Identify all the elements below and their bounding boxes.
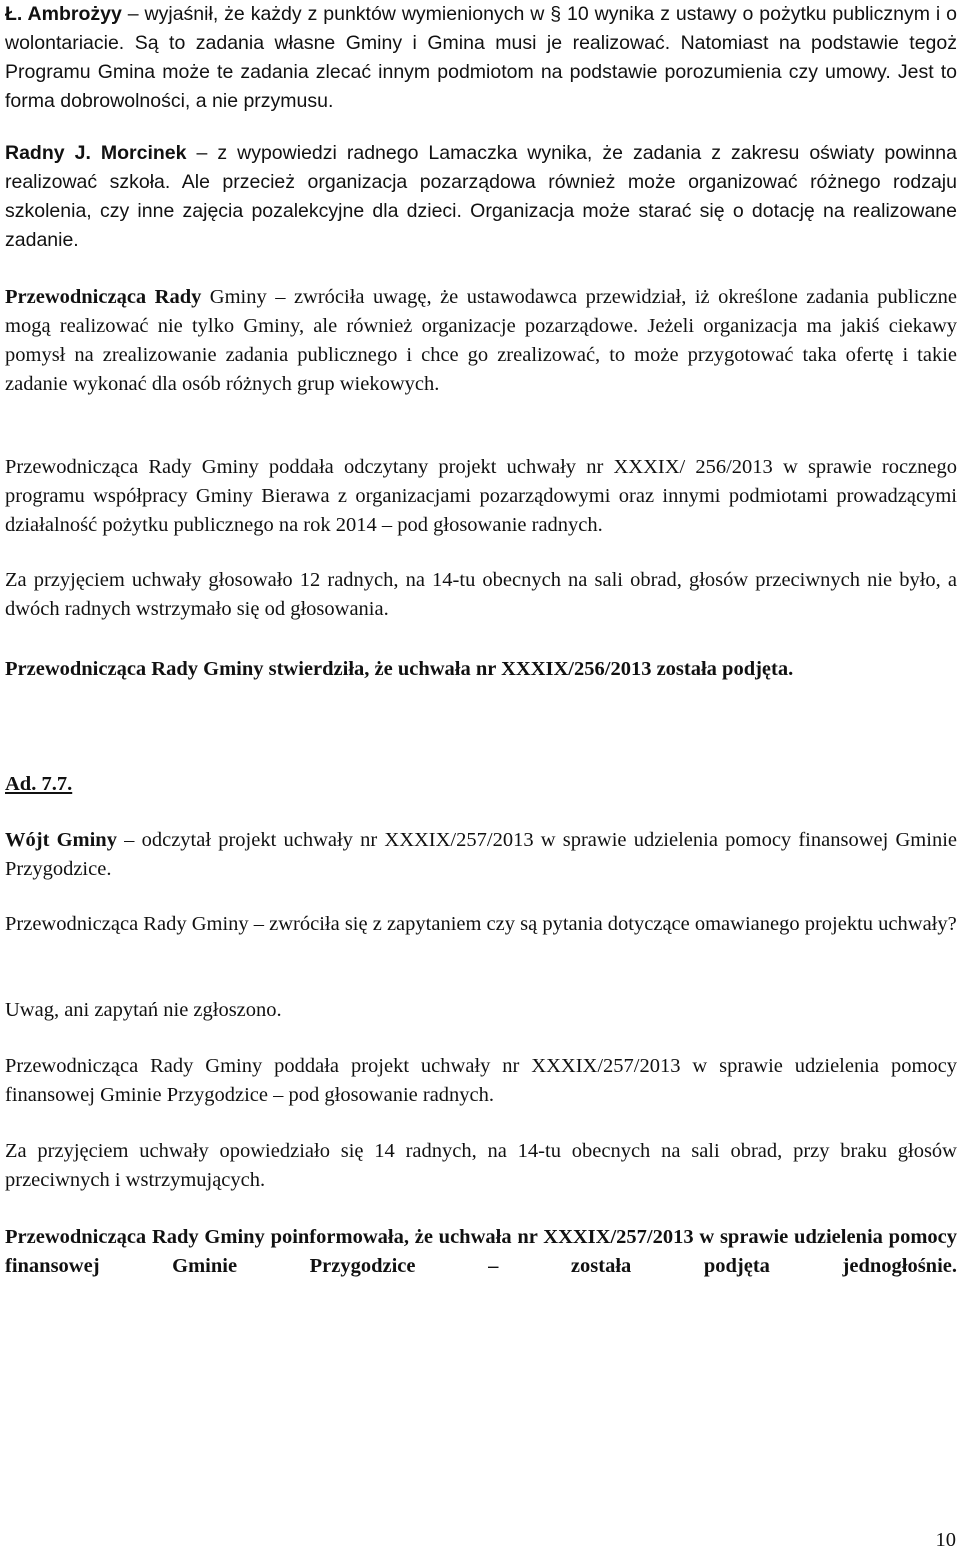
paragraph-projekt-256: Przewodnicząca Rady Gminy poddała odczytany projekt uchwały nr XXXIX/ 256/2013 w sprawie rocznego programu współpracy Gminy Bierawa z organizacjami pozarządowymi oraz innymi podmiotami prowadzącymi działalność pożytku publicznego na rok 2014 – pod głosowanie radnych. — [5, 456, 957, 536]
paragraph-uwag: Uwag, ani zapytań nie zgłoszono. — [5, 999, 282, 1021]
paragraph-projekt-257: Przewodnicząca Rady Gminy poddała projekt uchwały nr XXXIX/257/2013 w sprawie udzielenia pomocy finansowej Gminie Przygodzice – pod głosowanie radnych. — [5, 1055, 957, 1106]
paragraph-ambrozy — [5, 0, 957, 116]
paragraph-podjeta-257: Przewodnicząca Rady Gminy poinformowała, że uchwała nr XXXIX/257/2013 w sprawie udzielenia pomocy finansowej Gminie Przygodzice – została podjęta jednogłośnie. — [5, 1226, 957, 1277]
speaker-morcinek: Radny J. Morcinek — [5, 142, 187, 164]
speaker-przewodniczaca: Przewodnicząca Rady — [5, 286, 202, 308]
paragraph-podjeta-256: Przewodnicząca Rady Gminy stwierdziła, że uchwała nr XXXIX/256/2013 została podjęta. — [5, 658, 794, 680]
paragraph-glosowanie-256: Za przyjęciem uchwały głosowało 12 radnych, na 14-tu obecnych na sali obrad, głosów przeciwnych nie było, a dwóch radnych wstrzymało się od głosowania. — [5, 569, 957, 620]
speaker-wojt: Wójt Gminy — [5, 829, 117, 851]
speaker-ambrozy: Ł. Ambrożyy — [5, 3, 122, 25]
paragraph-text: – wyjaśnił, że każdy z punktów wymienionych w § 10 wynika z ustawy o pożytku publicznym i o wolontariacie. Są to zadania własne Gminy i Gmina musi je realizować. Natomiast na podstawie tegoż Programu Gmina może te zadania zlecać innym podmiotom na podstawie porozumienia czy umowy. Jest to forma dobrowolności, a nie przymusu. — [5, 3, 958, 112]
paragraph-przewodniczaca-1 — [5, 283, 957, 399]
paragraph-zapytanie: Przewodnicząca Rady Gminy – zwróciła się z zapytaniem czy są pytania dotyczące omawianego projektu uchwały? — [5, 913, 957, 935]
paragraph-glosowanie-257: Za przyjęciem uchwały opowiedziało się 14 radnych, na 14-tu obecnych na sali obrad, przy braku głosów przeciwnych i wstrzymujących. — [5, 1140, 957, 1191]
paragraph-text: – odczytał projekt uchwały nr XXXIX/257/2013 w sprawie udzielenia pomocy finansowej Gminie Przygodzice. — [5, 829, 957, 880]
paragraph-wojt — [5, 826, 957, 884]
paragraph-text: Gminy – zwróciła uwagę, że ustawodawca przewidział, iż określone zadania publiczne mogą realizować nie tylko Gminy, ale również organizacje pozarządowe. Jeżeli organizacja ma jakiś ciekawy pomysł na zrealizowanie zadania publicznego i chce go zrealizować, to może przygotować taka ofertę i takie zadanie wykonać dla osób różnych grup wiekowych. — [5, 286, 957, 395]
section-heading: Ad. 7.7. — [5, 773, 73, 795]
page-number: 10 — [935, 1529, 956, 1551]
paragraph-morcinek — [5, 139, 957, 255]
paragraph-text: – z wypowiedzi radnego Lamaczka wynika, że zadania z zakresu oświaty powinna realizować szkoła. Ale przecież organizacja pozarządowa również może organizować różnego rodzaju szkolenia, czy inne zajęcia pozalekcyjne dla dzieci. Organizacja może starać się o dotację na realizowane zadanie. — [5, 142, 957, 251]
